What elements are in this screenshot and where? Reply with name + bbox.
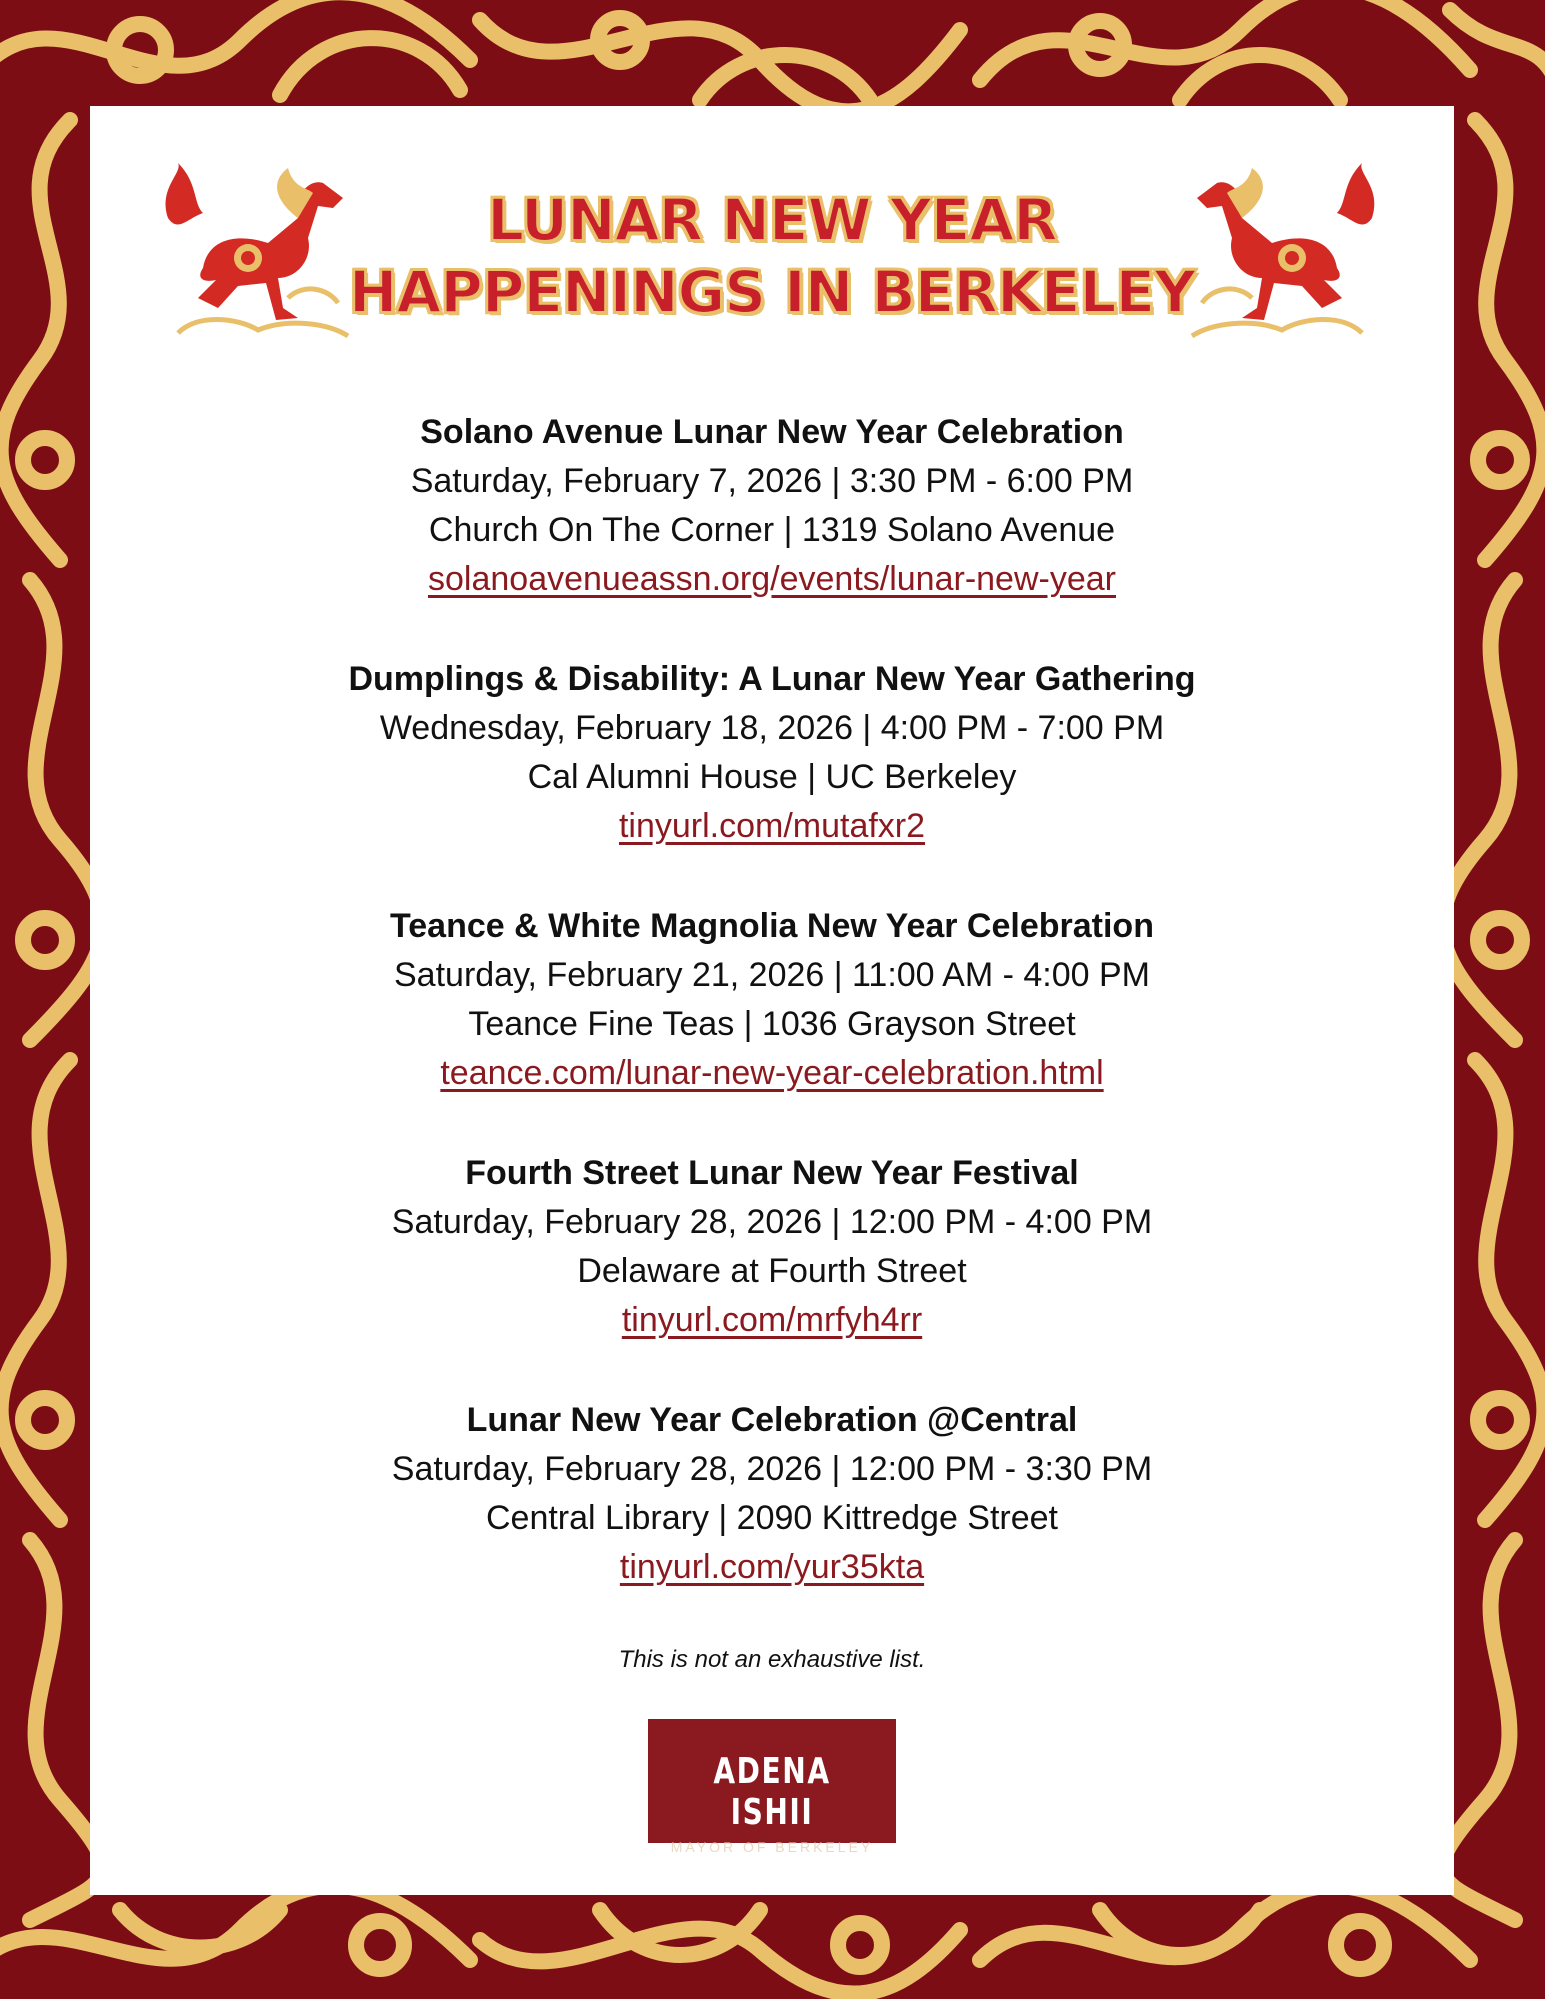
event-location: Central Library | 2090 Kittredge Street bbox=[485, 1499, 1059, 1537]
event-location: Cal Alumni House | UC Berkeley bbox=[527, 758, 1017, 796]
event-name: Dumplings & Disability: A Lunar New Year Gathering bbox=[348, 660, 1196, 698]
event-datetime: Saturday, February 28, 2026 | 12:00 PM - 3:30 PM bbox=[391, 1450, 1153, 1488]
event-datetime: Saturday, February 28, 2026 | 12:00 PM - 4:00 PM bbox=[391, 1203, 1153, 1241]
event-location: Teance Fine Teas | 1036 Grayson Street bbox=[468, 1005, 1076, 1043]
event-name: Teance & White Magnolia New Year Celebration bbox=[390, 907, 1154, 945]
event-item bbox=[90, 1396, 1454, 1643]
disclaimer-note: This is not an exhaustive list. bbox=[618, 1646, 926, 1673]
page-title bbox=[90, 184, 1454, 328]
badge-name: ADENA ISHII bbox=[713, 1751, 831, 1833]
title-line-2: HAPPENINGS IN BERKELEY bbox=[348, 258, 1196, 326]
event-item bbox=[90, 1149, 1454, 1396]
event-item bbox=[90, 902, 1454, 1149]
event-link[interactable]: teance.com/lunar-new-year-celebration.html bbox=[440, 1054, 1104, 1092]
content-panel bbox=[90, 106, 1454, 1895]
event-name: Solano Avenue Lunar New Year Celebration bbox=[420, 413, 1124, 451]
event-name: Fourth Street Lunar New Year Festival bbox=[465, 1154, 1079, 1192]
event-link[interactable]: tinyurl.com/mutafxr2 bbox=[618, 807, 926, 845]
event-link[interactable]: tinyurl.com/yur35kta bbox=[619, 1548, 925, 1586]
event-name: Lunar New Year Celebration @Central bbox=[466, 1401, 1078, 1439]
event-datetime: Saturday, February 21, 2026 | 11:00 AM - 4:00 PM bbox=[394, 956, 1150, 994]
event-link[interactable]: solanoavenueassn.org/events/lunar-new-year bbox=[428, 560, 1116, 598]
event-datetime: Saturday, February 7, 2026 | 3:30 PM - 6:00 PM bbox=[410, 462, 1134, 500]
mayor-badge bbox=[648, 1719, 896, 1855]
event-item bbox=[90, 655, 1454, 902]
event-link[interactable]: tinyurl.com/mrfyh4rr bbox=[621, 1301, 923, 1339]
event-datetime: Wednesday, February 18, 2026 | 4:00 PM - 7:00 PM bbox=[379, 709, 1165, 747]
badge-subtitle: MAYOR OF BERKELEY bbox=[670, 1839, 874, 1855]
event-location: Church On The Corner | 1319 Solano Avenue bbox=[428, 511, 1116, 549]
title-line-1: LUNAR NEW YEAR bbox=[487, 186, 1057, 254]
event-item bbox=[90, 408, 1454, 655]
event-list bbox=[90, 408, 1454, 1643]
event-location: Delaware at Fourth Street bbox=[577, 1252, 967, 1290]
